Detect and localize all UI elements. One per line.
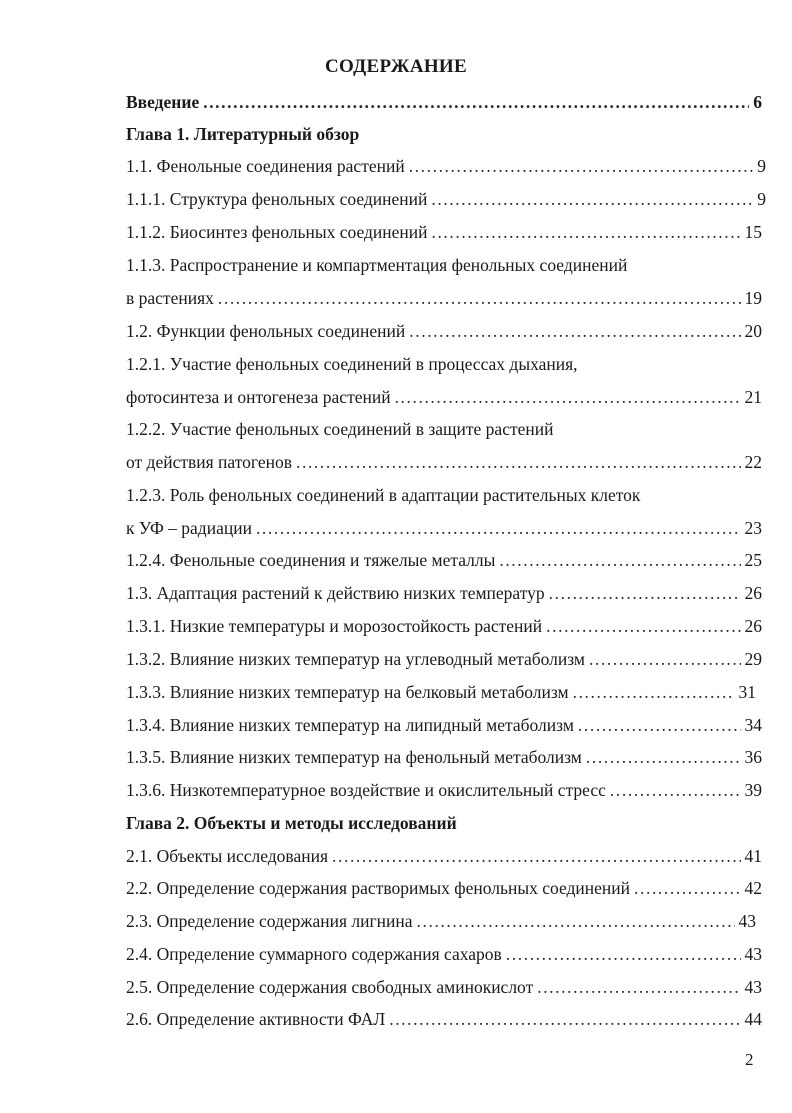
toc-entry-2-1[interactable]	[126, 845, 762, 867]
toc-entry-page: 21	[744, 387, 762, 407]
toc-entry-page: 39	[744, 780, 762, 800]
toc-leader-dots	[389, 1008, 740, 1030]
toc-leader-dots	[332, 845, 740, 867]
toc-entry-label: 1.3.6. Низкотемпературное воздействие и окислительный стресс	[126, 780, 606, 800]
toc-entry-1-3-2[interactable]	[126, 648, 762, 670]
toc-entry-1-1-3[interactable]	[126, 287, 762, 309]
toc-entry-page: 43	[744, 977, 762, 997]
toc-entry-label: 2.2. Определение содержания растворимых фенольных соединений	[126, 878, 631, 898]
toc-leader-dots	[431, 221, 740, 243]
toc-entry-label: 1.1.2. Биосинтез фенольных соединений	[126, 222, 428, 242]
toc-entry-2-2[interactable]	[126, 877, 762, 899]
toc-leader-dots	[578, 714, 741, 736]
toc-entry-1-2[interactable]	[126, 320, 762, 342]
toc-entry-1-1-1[interactable]	[126, 188, 766, 210]
toc-entry-1-2-1-line1[interactable]: 1.2.1. Участие фенольных соединений в процессах дыхания,	[126, 354, 578, 374]
toc-entry-2-3[interactable]	[126, 910, 756, 932]
toc-entry-1-2-3-line1[interactable]: 1.2.3. Роль фенольных соединений в адаптации растительных клеток	[126, 485, 641, 505]
toc-entry-1-1-2[interactable]	[126, 221, 762, 243]
toc-leader-dots	[634, 877, 740, 899]
toc-entry-page: 6	[753, 92, 762, 112]
toc-entry-page: 9	[757, 156, 766, 176]
toc-leader-dots	[499, 549, 740, 571]
toc-leader-dots	[409, 320, 740, 342]
toc-leader-dots	[610, 779, 741, 801]
toc-leader-dots	[395, 386, 741, 408]
toc-entry-1-3-4[interactable]	[126, 714, 762, 736]
toc-entry-page: 42	[744, 878, 762, 898]
toc-entry-1-3-1[interactable]	[126, 615, 762, 637]
toc-entry-page: 23	[744, 518, 762, 538]
toc-entry-label: 1.3.1. Низкие температуры и морозостойкость растений	[126, 616, 543, 636]
toc-chapter-2-heading[interactable]: Глава 2. Объекты и методы исследований	[126, 813, 457, 833]
toc-entry-label: к УФ – радиации	[126, 518, 252, 538]
toc-entry-label: от действия патогенов	[126, 452, 292, 472]
toc-leader-dots	[417, 910, 735, 932]
page-number: 2	[745, 1050, 754, 1069]
toc-entry-label: в растениях	[126, 288, 214, 308]
toc-leader-dots	[203, 91, 749, 113]
toc-entry-page: 44	[744, 1009, 762, 1029]
toc-entry-label: 1.3.4. Влияние низких температур на липидный метаболизм	[126, 715, 574, 735]
toc-entry-1-2-2-line1[interactable]: 1.2.2. Участие фенольных соединений в защите растений	[126, 419, 554, 439]
toc-leader-dots	[537, 976, 740, 998]
toc-entry-page: 31	[738, 682, 756, 702]
toc-entry-label: 2.4. Определение суммарного содержания сахаров	[126, 944, 502, 964]
toc-entry-introduction[interactable]	[126, 91, 762, 113]
toc-entry-1-2-1[interactable]	[126, 386, 762, 408]
toc-leader-dots	[296, 451, 741, 473]
page-title: СОДЕРЖАНИЕ	[325, 56, 467, 77]
toc-entry-2-4[interactable]	[126, 943, 762, 965]
toc-leader-dots	[573, 681, 735, 703]
toc-entry-page: 9	[757, 189, 766, 209]
toc-entry-1-1-3-line1[interactable]: 1.1.3. Распространение и компартментация фенольных соединений	[126, 255, 628, 275]
toc-chapter-1-heading[interactable]: Глава 1. Литературный обзор	[126, 124, 360, 144]
toc-entry-page: 43	[738, 911, 756, 931]
toc-entry-label: 1.3.2. Влияние низких температур на углеводный метаболизм	[126, 649, 585, 669]
toc-entry-1-2-2[interactable]	[126, 451, 762, 473]
toc-entry-1-3-5[interactable]	[126, 746, 762, 768]
toc-entry-page: 26	[744, 616, 762, 636]
toc-entry-label: 1.2. Функции фенольных соединений	[126, 321, 406, 341]
toc-leader-dots	[431, 188, 753, 210]
toc-entry-page: 29	[744, 649, 762, 669]
toc-entry-page: 19	[744, 288, 762, 308]
toc-leader-dots	[218, 287, 741, 309]
toc-entry-label: фотосинтеза и онтогенеза растений	[126, 387, 391, 407]
toc-entry-1-2-4[interactable]	[126, 549, 762, 571]
toc-entry-page: 22	[744, 452, 762, 472]
toc-entry-page: 34	[744, 715, 762, 735]
toc-entry-label: 2.3. Определение содержания лигнина	[126, 911, 413, 931]
toc-entry-label: 1.3. Адаптация растений к действию низких температур	[126, 583, 545, 603]
toc-entry-page: 15	[744, 222, 762, 242]
toc-leader-dots	[589, 648, 741, 670]
toc-entry-page: 43	[744, 944, 762, 964]
toc-entry-1-1[interactable]	[126, 155, 766, 177]
toc-entry-page: 41	[744, 846, 762, 866]
toc-leader-dots	[256, 517, 741, 539]
toc-leader-dots	[546, 615, 740, 637]
toc-leader-dots	[409, 155, 754, 177]
toc-entry-label: 1.1.1. Структура фенольных соединений	[126, 189, 428, 209]
toc-entry-page: 26	[744, 583, 762, 603]
toc-entry-label: 1.3.3. Влияние низких температур на белковый метаболизм	[126, 682, 569, 702]
toc-entry-1-3[interactable]	[126, 582, 762, 604]
toc-entry-page: 20	[744, 321, 762, 341]
toc-entry-label: 1.1. Фенольные соединения растений	[126, 156, 405, 176]
toc-entry-label: 2.6. Определение активности ФАЛ	[126, 1009, 386, 1029]
toc-entry-label: 1.3.5. Влияние низких температур на фенольный метаболизм	[126, 747, 582, 767]
toc-entry-page: 36	[744, 747, 762, 767]
toc-entry-page: 25	[744, 550, 762, 570]
toc-entry-1-2-3[interactable]	[126, 517, 762, 539]
toc-entry-2-5[interactable]	[126, 976, 762, 998]
toc-entry-label: Введение	[126, 92, 200, 112]
toc-entry-1-3-6[interactable]	[126, 779, 762, 801]
toc-entry-label: 2.5. Определение содержания свободных аминокислот	[126, 977, 534, 997]
toc-leader-dots	[506, 943, 741, 965]
toc-leader-dots	[586, 746, 741, 768]
toc-entry-2-6[interactable]	[126, 1008, 762, 1030]
toc-entry-label: 2.1. Объекты исследования	[126, 846, 329, 866]
toc-entry-1-3-3[interactable]	[126, 681, 756, 703]
toc-entry-label: 1.2.4. Фенольные соединения и тяжелые металлы	[126, 550, 496, 570]
toc-leader-dots	[549, 582, 741, 604]
